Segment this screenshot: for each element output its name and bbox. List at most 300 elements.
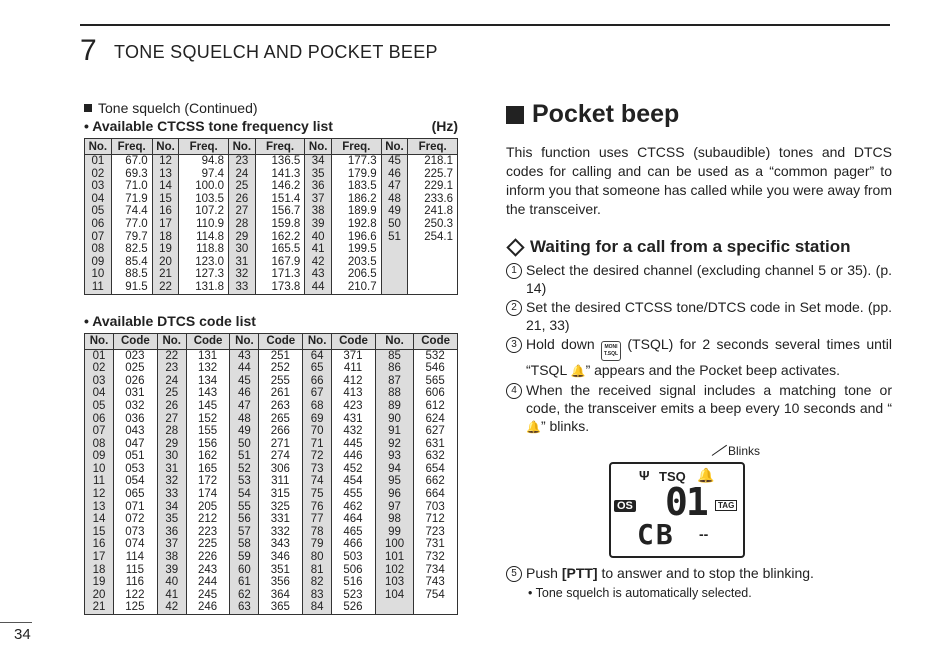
value-cell: 69.3 [111,168,152,181]
table-row [85,488,458,501]
value-cell: 612 [414,400,458,413]
number-cell: 73 [303,463,332,476]
table-row [85,450,458,463]
value-cell: 174 [186,488,230,501]
value-cell: 452 [332,463,376,476]
number-cell: 15 [152,193,179,206]
value-cell: 271 [259,438,303,451]
column-header: Freq. [408,139,458,155]
number-cell: 77 [303,513,332,526]
table-row [85,168,458,181]
number-cell: 96 [375,488,413,501]
number-cell: 18 [152,231,179,244]
value-cell: 251 [259,349,303,362]
value-cell: 565 [414,375,458,388]
value-cell: 127.3 [179,268,229,281]
page-number: 34 [14,626,31,643]
number-cell: 29 [157,438,186,451]
number-cell: 86 [375,362,413,375]
number-cell: 24 [229,168,256,181]
number-cell: 60 [230,564,259,577]
value-cell: 225.7 [408,168,458,181]
table-row [85,256,458,269]
table-row [85,218,458,231]
column-header: Freq. [332,139,382,155]
number-cell: 11 [85,475,114,488]
table-row [85,413,458,426]
value-cell: 263 [259,400,303,413]
number-cell: 29 [229,231,256,244]
table-row [85,425,458,438]
number-cell: 70 [303,425,332,438]
number-cell: 101 [375,551,413,564]
number-cell: 69 [303,413,332,426]
column-header: Code [186,333,230,349]
value-cell: 723 [414,526,458,539]
value-cell: 134 [186,375,230,388]
number-cell: 59 [230,551,259,564]
number-cell: 51 [230,450,259,463]
value-cell: 167.9 [255,256,305,269]
value-cell: 165.5 [255,243,305,256]
number-cell: 42 [305,256,332,269]
dtcs-heading: • Available DTCS code list [84,312,256,329]
column-header: Code [259,333,303,349]
value-cell: 143 [186,387,230,400]
value-cell: 516 [332,576,376,589]
value-cell: 071 [114,501,158,514]
number-cell: 44 [305,281,332,294]
code-readout: CB [637,518,675,551]
right-column [506,100,892,600]
value-cell: 462 [332,501,376,514]
value-cell: 192.8 [332,218,382,231]
number-cell: 22 [152,281,179,294]
value-cell: 255 [259,375,303,388]
value-cell: 88.5 [111,268,152,281]
number-cell: 32 [157,475,186,488]
number-cell: 80 [303,551,332,564]
number-cell: 57 [230,526,259,539]
number-cell: 05 [85,205,112,218]
number-cell: 28 [229,218,256,231]
number-cell: 49 [381,205,408,218]
value-cell: 85.4 [111,256,152,269]
value-cell: 754 [414,589,458,602]
value-cell: 118.8 [179,243,229,256]
value-cell: 731 [414,538,458,551]
number-cell: 76 [303,501,332,514]
number-cell: 97 [375,501,413,514]
number-cell: 95 [375,475,413,488]
value-cell: 315 [259,488,303,501]
number-cell: 11 [85,281,112,294]
number-cell: 01 [85,349,114,362]
value-cell: 047 [114,438,158,451]
value-cell: 250.3 [408,218,458,231]
number-cell: 12 [152,155,179,168]
number-cell: 82 [303,576,332,589]
number-cell: 38 [157,551,186,564]
value-cell: 97.4 [179,168,229,181]
value-cell: 465 [332,526,376,539]
number-cell: 94 [375,463,413,476]
number-cell [381,243,408,256]
number-cell [381,268,408,281]
number-cell: 34 [157,501,186,514]
number-cell: 33 [229,281,256,294]
number-cell: 64 [303,349,332,362]
number-cell: 27 [229,205,256,218]
unit-label: (Hz) [431,118,458,134]
number-cell: 35 [305,168,332,181]
value-cell: 073 [114,526,158,539]
number-cell: 51 [381,231,408,244]
table-row [85,205,458,218]
number-cell: 20 [152,256,179,269]
value-cell: 325 [259,501,303,514]
number-cell: 33 [157,488,186,501]
value-cell: 233.6 [408,193,458,206]
number-cell: 40 [305,231,332,244]
value-cell: 365 [259,601,303,614]
value-cell: 115 [114,564,158,577]
value-cell: 151.4 [255,193,305,206]
value-cell: 145 [186,400,230,413]
value-cell: 266 [259,425,303,438]
value-cell: 206.5 [332,268,382,281]
value-cell: 71.9 [111,193,152,206]
table-row [85,463,458,476]
value-cell: 411 [332,362,376,375]
number-cell: 02 [85,362,114,375]
value-cell: 225 [186,538,230,551]
column-header: Freq. [111,139,152,155]
value-cell: 065 [114,488,158,501]
value-cell: 734 [414,564,458,577]
number-cell: 90 [375,413,413,426]
value-cell: 072 [114,513,158,526]
value-cell: 423 [332,400,376,413]
number-cell: 14 [85,513,114,526]
number-cell: 65 [303,362,332,375]
value-cell: 114.8 [179,231,229,244]
value-cell: 351 [259,564,303,577]
value-cell: 254.1 [408,231,458,244]
column-header: No. [305,139,332,155]
value-cell: 244 [186,576,230,589]
number-cell: 43 [230,349,259,362]
table-row [85,475,458,488]
footer-rule [0,622,32,623]
number-cell: 41 [157,589,186,602]
value-cell: 053 [114,463,158,476]
value-cell: 712 [414,513,458,526]
number-cell: 14 [152,180,179,193]
table-row [85,576,458,589]
value-cell: 466 [332,538,376,551]
number-cell: 09 [85,450,114,463]
number-cell: 55 [230,501,259,514]
value-cell: 632 [414,450,458,463]
number-cell: 93 [375,450,413,463]
value-cell: 132 [186,362,230,375]
ctcss-heading: • Available CTCSS tone frequency list (Hz) [84,118,458,134]
number-cell: 38 [305,205,332,218]
number-cell: 21 [152,268,179,281]
number-cell: 99 [375,526,413,539]
number-cell: 35 [157,513,186,526]
square-bullet-icon [84,104,92,112]
value-cell: 243 [186,564,230,577]
subheading: Tone squelch (Continued) [84,100,458,116]
value-cell: 177.3 [332,155,382,168]
value-cell: 546 [414,362,458,375]
value-cell: 432 [332,425,376,438]
channel-readout: 01 [665,480,707,524]
os-indicator: OS [614,500,636,512]
number-cell [381,256,408,269]
value-cell: 343 [259,538,303,551]
value-cell: 332 [259,526,303,539]
value-cell: 413 [332,387,376,400]
number-cell: 50 [381,218,408,231]
number-cell: 20 [85,589,114,602]
table-row [85,589,458,602]
number-cell: 91 [375,425,413,438]
number-cell: 47 [230,400,259,413]
step-5: 5 Push [PTT] to answer and to stop the blinking. [506,564,892,582]
number-cell: 83 [303,589,332,602]
value-cell: 703 [414,501,458,514]
value-cell: 203.5 [332,256,382,269]
left-column [84,100,458,615]
value-cell: 246 [186,601,230,614]
number-cell: 81 [303,564,332,577]
column-header: No. [229,139,256,155]
bell-icon: 🔔 [570,364,586,378]
value-cell: 506 [332,564,376,577]
value-cell: 229.1 [408,180,458,193]
number-cell: 03 [85,375,114,388]
number-cell: 01 [85,155,112,168]
number-cell: 12 [85,488,114,501]
value-cell: 210.7 [332,281,382,294]
number-cell: 34 [305,155,332,168]
value-cell: 189.9 [332,205,382,218]
column-header: No. [157,333,186,349]
number-cell: 41 [305,243,332,256]
number-cell: 67 [303,387,332,400]
value-cell: 199.5 [332,243,382,256]
table-row [85,551,458,564]
tag-indicator: TAG [715,500,737,511]
table-row [85,438,458,451]
value-cell: 100.0 [179,180,229,193]
table-row [85,243,458,256]
value-cell: 165 [186,463,230,476]
value-cell: 464 [332,513,376,526]
number-cell: 53 [230,475,259,488]
value-cell: 245 [186,589,230,602]
value-cell: 110.9 [179,218,229,231]
code-suffix: -- [699,526,709,542]
number-cell: 87 [375,375,413,388]
value-cell: 654 [414,463,458,476]
number-cell: 104 [375,589,413,602]
number-cell: 07 [85,231,112,244]
value-cell: 454 [332,475,376,488]
value-cell: 346 [259,551,303,564]
value-cell: 171.3 [255,268,305,281]
value-cell: 241.8 [408,205,458,218]
number-cell: 50 [230,438,259,451]
number-cell: 26 [229,193,256,206]
column-header: Code [332,333,376,349]
value-cell: 503 [332,551,376,564]
value-cell: 74.4 [111,205,152,218]
number-cell: 39 [157,564,186,577]
square-bullet-icon [506,106,524,124]
bell-icon: 🔔 [526,420,541,434]
column-header: Code [114,333,158,349]
number-cell: 30 [157,450,186,463]
number-cell: 15 [85,526,114,539]
step-3: 3 Hold down MONI T.SQL (TSQL) for 2 seconds several times until “TSQL 🔔” appears and the Pocket beep activates. [506,335,892,380]
column-header: No. [85,333,114,349]
number-cell [381,281,408,294]
number-cell: 44 [230,362,259,375]
number-cell: 88 [375,387,413,400]
table-row [85,400,458,413]
subsection-title: Waiting for a call from a specific station [506,237,892,257]
value-cell: 523 [332,589,376,602]
column-header: Code [414,333,458,349]
number-cell: 58 [230,538,259,551]
number-cell: 30 [229,243,256,256]
diamond-icon [506,238,524,256]
number-cell: 75 [303,488,332,501]
number-cell: 45 [230,375,259,388]
number-cell: 68 [303,400,332,413]
value-cell: 526 [332,601,376,614]
value-cell: 624 [414,413,458,426]
number-cell: 28 [157,425,186,438]
number-cell: 102 [375,564,413,577]
column-header: No. [85,139,112,155]
value-cell: 364 [259,589,303,602]
number-cell [375,601,413,614]
value-cell: 261 [259,387,303,400]
number-cell: 32 [229,268,256,281]
value-cell: 445 [332,438,376,451]
number-cell: 13 [85,501,114,514]
value-cell: 311 [259,475,303,488]
value-cell: 67.0 [111,155,152,168]
number-cell: 37 [157,538,186,551]
value-cell [408,256,458,269]
value-cell: 054 [114,475,158,488]
number-cell: 98 [375,513,413,526]
number-cell: 17 [152,218,179,231]
number-cell: 22 [157,349,186,362]
ctcss-table [84,138,458,295]
table-row [85,513,458,526]
number-cell: 40 [157,576,186,589]
value-cell: 103.5 [179,193,229,206]
value-cell: 155 [186,425,230,438]
number-cell: 31 [157,463,186,476]
number-cell: 46 [381,168,408,181]
value-cell: 532 [414,349,458,362]
number-cell: 06 [85,413,114,426]
number-cell: 13 [152,168,179,181]
value-cell: 212 [186,513,230,526]
value-cell: 79.7 [111,231,152,244]
lcd-illustration [506,442,892,564]
value-cell: 218.1 [408,155,458,168]
value-cell: 205 [186,501,230,514]
value-cell: 179.9 [332,168,382,181]
value-cell: 331 [259,513,303,526]
number-cell: 89 [375,400,413,413]
number-cell: 37 [305,193,332,206]
value-cell: 82.5 [111,243,152,256]
dtcs-table [84,333,458,615]
bell-blink-icon: 🔔 [697,467,715,483]
value-cell: 156 [186,438,230,451]
value-cell: 036 [114,413,158,426]
number-cell: 16 [85,538,114,551]
table-row [85,268,458,281]
number-cell: 09 [85,256,112,269]
number-cell: 24 [157,375,186,388]
number-cell: 36 [157,526,186,539]
number-cell: 72 [303,450,332,463]
value-cell: 226 [186,551,230,564]
column-header: Freq. [179,139,229,155]
table-row [85,538,458,551]
value-cell: 131.8 [179,281,229,294]
number-cell: 27 [157,413,186,426]
number-cell: 48 [381,193,408,206]
value-cell: 043 [114,425,158,438]
number-cell: 08 [85,438,114,451]
table-row [85,281,458,294]
value-cell: 732 [414,551,458,564]
value-cell: 223 [186,526,230,539]
table-row [85,231,458,244]
number-cell: 05 [85,400,114,413]
value-cell: 664 [414,488,458,501]
number-cell: 06 [85,218,112,231]
value-cell: 122 [114,589,158,602]
number-cell: 78 [303,526,332,539]
value-cell: 125 [114,601,158,614]
number-cell: 49 [230,425,259,438]
number-cell: 84 [303,601,332,614]
number-cell: 71 [303,438,332,451]
value-cell [408,243,458,256]
number-cell: 100 [375,538,413,551]
value-cell: 71.0 [111,180,152,193]
value-cell: 162 [186,450,230,463]
value-cell: 662 [414,475,458,488]
value-cell: 196.6 [332,231,382,244]
number-cell: 45 [381,155,408,168]
number-cell: 52 [230,463,259,476]
table-row [85,526,458,539]
